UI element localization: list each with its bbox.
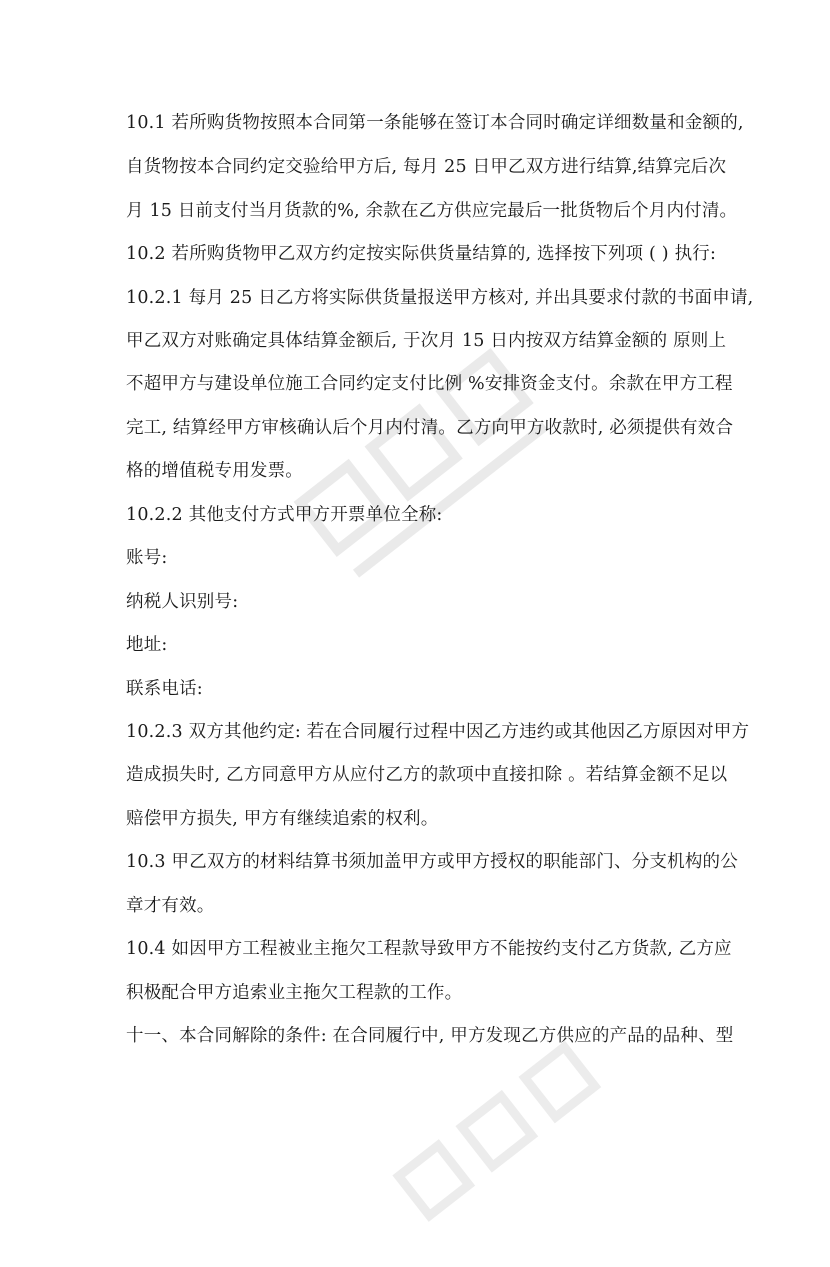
watermark-logo-bottom [371, 1013, 650, 1267]
text-line: 赔偿甲方损失, 甲方有继续追索的权利。 [126, 809, 439, 829]
text-line: 联系电话: [126, 679, 203, 699]
text-line: 完工, 结算经甲方审核确认后个月内付清。乙方向甲方收款时, 必须提供有效合 [126, 418, 734, 438]
text-line: 账号: [126, 548, 168, 568]
text-line: 纳税人识别号: [126, 592, 239, 612]
text-line: 造成损失时, 乙方同意甲方从应付乙方的款项中直接扣除 。若结算金额不足以 [126, 765, 728, 785]
text-line: 地址: [126, 635, 168, 655]
text-line: 月 15 日前支付当月货款的%, 余款在乙方供应完最后一批货物后个月内付清。 [126, 201, 738, 221]
text-line: 自货物按本合同约定交验给甲方后, 每月 25 日甲乙双方进行结算,结算完后次 [126, 157, 727, 177]
text-line: 10.2.3 双方其他约定: 若在合同履行过程中因乙方违约或其他因乙方原因对甲方 [126, 722, 750, 742]
text-line: 格的增值税专用发票。 [126, 461, 303, 481]
text-line: 10.3 甲乙双方的材料结算书须加盖甲方或甲方授权的职能部门、分支机构的公 [126, 852, 738, 872]
text-line: 十一、本合同解除的条件: 在合同履行中, 甲方发现乙方供应的产品的品种、型 [126, 1026, 734, 1046]
text-line: 积极配合甲方追索业主拖欠工程款的工作。 [126, 983, 463, 1003]
text-line: 10.2 若所购货物甲乙双方约定按实际供货量结算的, 选择按下列项 ( ) 执行: [126, 244, 717, 264]
text-line: 10.2.2 其他支付方式甲方开票单位全称: [126, 505, 443, 525]
text-line: 不超甲方与建设单位施工合同约定支付比例 %安排资金支付。余款在甲方工程 [126, 374, 733, 394]
text-line: 10.1 若所购货物按照本合同第一条能够在签订本合同时确定详细数量和金额的, [126, 113, 744, 133]
text-line: 10.2.1 每月 25 日乙方将实际供货量报送甲方核对, 并出具要求付款的书面申请, [126, 288, 754, 308]
text-line: 章才有效。 [126, 896, 215, 916]
text-line: 甲乙双方对账确定具体结算金额后, 于次月 15 日内按双方结算金额的 原则上 [126, 331, 727, 351]
text-line: 10.4 如因甲方工程被业主拖欠工程款导致甲方不能按约支付乙方货款, 乙方应 [126, 939, 732, 959]
